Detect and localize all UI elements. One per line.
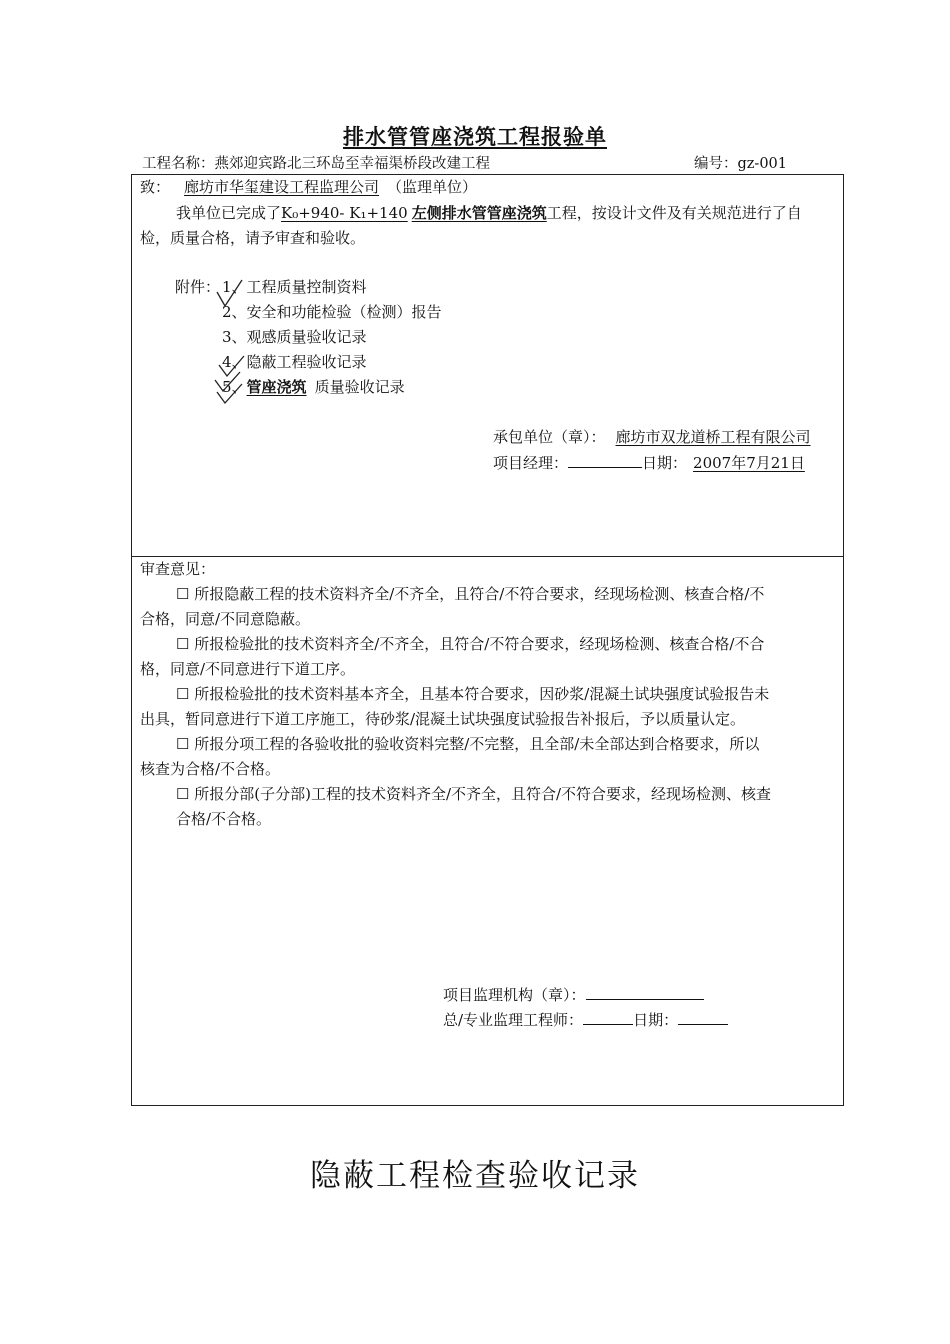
check-mark-icon (214, 380, 246, 408)
report-body-line-2: 检，质量合格，请予审查和验收。 (140, 229, 366, 247)
addressee-line (140, 177, 477, 197)
attachment-4: 4、隐蔽工程验收记录 (222, 353, 367, 371)
review-option-1-line-2: 合格，同意/不同意隐蔽。 (140, 610, 311, 628)
attachment-2: 2、安全和功能检验（检测）报告 (222, 303, 442, 321)
manager-date-line (493, 452, 805, 473)
review-option-2-line-1: ☐ 所报检验批的技术资料齐全/不齐全，且符合/不符合要求，经现场检测、核查合格/不合 (176, 635, 765, 653)
review-option-1-line-1: ☐ 所报隐蔽工程的技术资料齐全/不齐全，且符合/不符合要求，经现场检测、核查合格/不 (176, 585, 765, 603)
date-label: 日期： (642, 454, 688, 472)
attachment-5-number: 5、 (222, 378, 247, 396)
project-label: 工程名称： (142, 156, 215, 172)
station-range: K₀+940- K₁+140 (281, 204, 408, 222)
to-suffix: （监理单位） (387, 178, 478, 196)
attachment-1: 1、工程质量控制资料 (222, 278, 367, 296)
engineer-signature-blank (583, 1009, 633, 1025)
review-option-4-line-2: 核查为合格/不合格。 (140, 760, 281, 778)
review-option-5-line-2: 合格/不合格。 (176, 810, 272, 828)
supervision-org-line (443, 984, 704, 1005)
manager-signature-blank (568, 452, 642, 468)
project-name-line (142, 152, 490, 173)
supervision-org-label: 项目监理机构（章）： (443, 986, 586, 1004)
review-date-label: 日期： (633, 1011, 679, 1029)
checkbox-icon: ☐ (176, 585, 190, 603)
engineer-label: 总/专业监理工程师： (443, 1011, 584, 1029)
form-number-line (694, 152, 787, 173)
next-form-title: 隐蔽工程检查验收记录 (310, 1158, 640, 1194)
review-date-blank (678, 1009, 728, 1025)
number-label: 编号： (694, 156, 738, 172)
submit-date: 2007年7月21日 (693, 454, 805, 472)
attachments-label: 附件： (175, 278, 221, 296)
attachment-5 (222, 377, 405, 397)
section-divider (131, 556, 844, 557)
checkbox-icon: ☐ (176, 685, 190, 703)
work-item: 左侧排水管管座浇筑 (411, 204, 547, 222)
checkbox-icon: ☐ (176, 735, 190, 753)
review-option-2-line-2: 格，同意/不同意进行下道工序。 (140, 660, 356, 678)
engineer-date-line (443, 1009, 728, 1030)
report-body-line-1 (176, 203, 802, 223)
checkbox-icon: ☐ (176, 785, 190, 803)
attachment-3: 3、观感质量验收记录 (222, 328, 367, 346)
form-number: gz-001 (737, 156, 787, 172)
to-label: 致： (140, 178, 171, 196)
contractor-name: 廊坊市双龙道桥工程有限公司 (615, 428, 811, 446)
attachment-5-suffix: 质量验收记录 (314, 378, 405, 396)
project-name: 燕郊迎宾路北三环岛至幸福渠桥段改建工程 (214, 156, 490, 172)
attachment-5-item: 管座浇筑 (246, 378, 307, 396)
checkbox-icon: ☐ (176, 635, 190, 653)
review-label: 审查意见： (140, 560, 216, 578)
review-option-4-line-1: ☐ 所报分项工程的各验收批的验收资料完整/不完整，且全部/未全部达到合格要求，所以 (176, 735, 760, 753)
manager-label: 项目经理： (493, 454, 569, 472)
review-option-5-line-1: ☐ 所报分部(子分部)工程的技术资料齐全/不齐全，且符合/不符合要求，经现场检测、核查 (176, 785, 772, 803)
check-mark-icon (214, 276, 246, 312)
body-rest-1: 工程，按设计文件及有关规范进行了自 (546, 204, 802, 222)
supervision-org-blank (586, 984, 704, 1000)
review-option-3-line-1: ☐ 所报检验批的技术资料基本齐全，且基本符合要求，因砂浆/混凝土试块强度试验报告未 (176, 685, 770, 703)
contractor-label: 承包单位（章）： (493, 428, 606, 446)
body-prefix: 我单位已完成了 (176, 204, 282, 222)
contractor-line (493, 427, 811, 447)
supervision-unit: 廊坊市华玺建设工程监理公司 (184, 178, 380, 196)
form-title: 排水管管座浇筑工程报验单 (343, 125, 607, 149)
review-option-3-line-2: 出具，暂同意进行下道工序施工，待砂浆/混凝土试块强度试验报告补报后，予以质量认定。 (140, 710, 746, 728)
